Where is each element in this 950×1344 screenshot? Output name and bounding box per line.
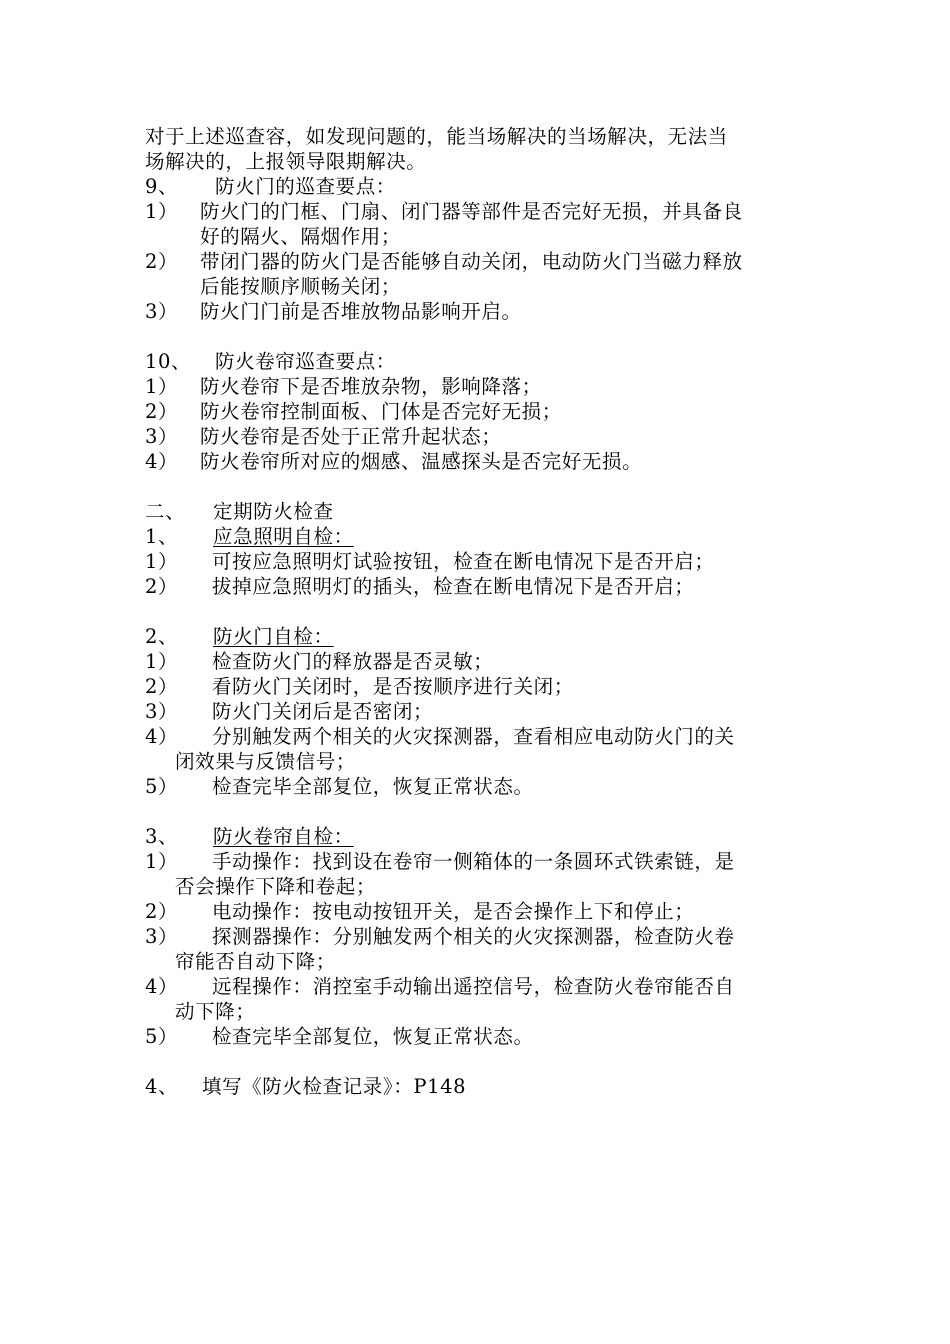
sub-1-heading: 1、 应急照明自检：: [145, 525, 354, 548]
list-item-continuation: 否会操作下降和卷起；: [175, 875, 377, 898]
list-item: 5） 检查完毕全部复位，恢复正常状态。: [145, 775, 534, 798]
list-item-continuation: 好的隔火、隔烟作用；: [200, 225, 402, 248]
list-item: 2） 看防火门关闭时，是否按顺序进行关闭；: [145, 675, 574, 698]
list-item: 1） 手动操作：找到设在卷帘一侧箱体的一条圆环式铁索链，是: [145, 850, 735, 873]
list-item: 1） 检查防火门的释放器是否灵敏；: [145, 650, 494, 673]
list-item: 3） 防火门门前是否堆放物品影响开启。: [145, 300, 522, 323]
section-10-number: 10、: [145, 350, 192, 373]
list-item: 3） 防火卷帘是否处于正常升起状态；: [145, 425, 502, 448]
section-10-heading: [145, 349, 810, 374]
list-item: 1） 防火门的门框、门扇、闭门器等部件是否完好无损，并具备良: [145, 200, 743, 223]
document-page: [145, 124, 810, 1099]
list-item: 4） 分别触发两个相关的火灾探测器，查看相应电动防火门的关: [145, 725, 735, 748]
list-item: 4） 远程操作：消控室手动输出遥控信号，检查防火卷帘能否自: [145, 975, 735, 998]
part-2-heading: [145, 499, 810, 524]
sub-2-heading: 2、 防火门自检：: [145, 625, 334, 648]
part-2-title: 定期防火检查: [213, 500, 334, 523]
section-9-number: 9、: [145, 175, 179, 198]
sub-4-title: 填写《防火检查记录》：P148: [202, 1075, 467, 1098]
list-item: 2） 防火卷帘控制面板、门体是否完好无损；: [145, 400, 562, 423]
list-item: 5） 检查完毕全部复位，恢复正常状态。: [145, 1025, 534, 1048]
sub-4-heading: 4、 填写《防火检查记录》：P148: [145, 1075, 467, 1098]
list-item-continuation: 闭效果与反馈信号；: [175, 750, 356, 773]
list-item: 2） 电动操作：按电动按钮开关，是否会操作上下和停止；: [145, 900, 695, 923]
list-item: 2） 带闭门器的防火门是否能够自动关闭，电动防火门当磁力释放: [145, 250, 743, 273]
sub-3-title: 防火卷帘自检：: [213, 825, 354, 848]
sub-2-title: 防火门自检：: [213, 625, 334, 648]
sub-1-title: 应急照明自检：: [213, 525, 354, 548]
intro-line-1: 对于上述巡查容，如发现问题的，能当场解决的当场解决，无法当: [145, 125, 728, 148]
sub-3-heading: 3、 防火卷帘自检：: [145, 825, 354, 848]
intro-line-2: 场解决的，上报领导限期解决。: [145, 150, 427, 173]
list-item: 4） 防火卷帘所对应的烟感、温感探头是否完好无损。: [145, 450, 643, 473]
list-item-continuation: 帘能否自动下降；: [175, 950, 336, 973]
section-9-heading: [145, 174, 810, 199]
part-2-number: 二、: [145, 500, 186, 523]
list-item: 3） 探测器操作：分别触发两个相关的火灾探测器，检查防火卷: [145, 925, 735, 948]
list-item-continuation: 后能按顺序顺畅关闭；: [200, 275, 402, 298]
section-9-title: 防火门的巡查要点：: [215, 175, 396, 198]
list-item: 2） 拔掉应急照明灯的插头，检查在断电情况下是否开启；: [145, 575, 695, 598]
list-item: 3） 防火门关闭后是否密闭；: [145, 700, 434, 723]
list-item-continuation: 动下降；: [175, 1000, 256, 1023]
list-item: 1） 防火卷帘下是否堆放杂物，影响降落；: [145, 375, 542, 398]
section-10-title: 防火卷帘巡查要点：: [215, 350, 396, 373]
list-item: 1） 可按应急照明灯试验按钮，检查在断电情况下是否开启；: [145, 550, 715, 573]
